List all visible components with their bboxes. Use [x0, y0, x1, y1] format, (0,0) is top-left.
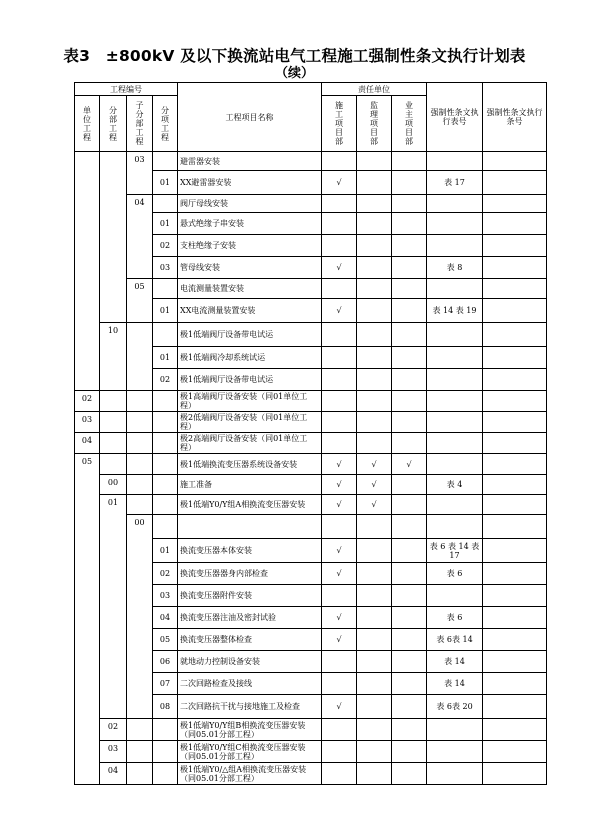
construct-mark [322, 152, 357, 171]
owner-mark [392, 629, 427, 651]
construct-mark [322, 323, 357, 347]
item-code: 06 [153, 651, 178, 673]
sub-code: 10 [100, 323, 127, 391]
clause-no [483, 195, 547, 213]
construct-mark: √ [322, 629, 357, 651]
construct-mark [322, 585, 357, 607]
clause-no [483, 369, 547, 391]
project-name: 换流变压器附件安装 [178, 585, 322, 607]
owner-mark [392, 235, 427, 257]
item-code [153, 195, 178, 213]
clause-no [483, 152, 547, 171]
item-code: 01 [153, 539, 178, 563]
owner-mark [392, 279, 427, 299]
table-row [75, 279, 547, 299]
item-code: 03 [153, 257, 178, 279]
project-name: 极1高端阀厅设备安装（同01单位工程） [178, 391, 322, 412]
table-no [427, 454, 483, 475]
owner-mark [392, 539, 427, 563]
construct-mark [322, 673, 357, 695]
construct-mark: √ [322, 539, 357, 563]
clause-no [483, 763, 547, 785]
sub-code [100, 391, 127, 412]
clause-no [483, 495, 547, 515]
clause-no [483, 412, 547, 433]
sub-code: 01 [100, 495, 127, 719]
owner-mark [392, 257, 427, 279]
project-name: 二次回路抗干扰与接地施工及检查 [178, 695, 322, 719]
item-code: 01 [153, 171, 178, 195]
project-name: 阀厅母线安装 [178, 195, 322, 213]
construct-mark: √ [322, 171, 357, 195]
item-code: 02 [153, 235, 178, 257]
clause-no [483, 279, 547, 299]
sub-code: 02 [100, 719, 127, 741]
subsub-code [127, 741, 153, 763]
clause-no [483, 563, 547, 585]
header-name: 工程项目名称 [178, 83, 322, 152]
owner-mark [392, 651, 427, 673]
owner-mark [392, 433, 427, 454]
table-no [427, 412, 483, 433]
table-no [427, 195, 483, 213]
owner-mark [392, 495, 427, 515]
owner-mark [392, 171, 427, 195]
clause-no [483, 607, 547, 629]
supervise-mark [357, 651, 392, 673]
header-construct: 施工项目部 [335, 101, 343, 146]
supervise-mark [357, 433, 392, 454]
project-name: 换流变压器整体检查 [178, 629, 322, 651]
item-code: 05 [153, 629, 178, 651]
construct-mark: √ [322, 299, 357, 323]
project-name: 极2低端阀厅设备安装（同01单位工程） [178, 412, 322, 433]
page-title: 表3 ±800kV 及以下换流站电气工程施工强制性条文执行计划表 [63, 47, 526, 65]
clause-no [483, 299, 547, 323]
supervise-mark [357, 369, 392, 391]
supervise-mark [357, 299, 392, 323]
project-name: 换流变压器器身内部检查 [178, 563, 322, 585]
supervise-mark [357, 195, 392, 213]
construct-mark [322, 741, 357, 763]
owner-mark: √ [392, 454, 427, 475]
construct-mark: √ [322, 454, 357, 475]
supervise-mark [357, 695, 392, 719]
project-name: 支柱绝缘子安装 [178, 235, 322, 257]
sub-code [100, 454, 127, 475]
project-name: 极1低端Y0/Y组C相换流变压器安装（同05.01分部工程） [178, 741, 322, 763]
table-row [75, 475, 547, 495]
owner-mark [392, 607, 427, 629]
item-code [153, 323, 178, 347]
clause-no [483, 741, 547, 763]
item-code [153, 495, 178, 515]
subsub-code [127, 495, 153, 515]
item-code [153, 152, 178, 171]
item-code [153, 279, 178, 299]
table-no: 表 6表 20 [427, 695, 483, 719]
table-row [75, 515, 547, 539]
item-code: 03 [153, 585, 178, 607]
unit-code: 02 [75, 391, 100, 412]
project-name: 二次回路检查及接线 [178, 673, 322, 695]
item-code: 04 [153, 607, 178, 629]
subsub-code [127, 475, 153, 495]
unit-code: 05 [75, 454, 100, 785]
item-code: 01 [153, 347, 178, 369]
item-code [153, 515, 178, 539]
table-no: 表 14 [427, 673, 483, 695]
item-code [153, 454, 178, 475]
supervise-mark: √ [357, 495, 392, 515]
project-name: 换流变压器本体安装 [178, 539, 322, 563]
construct-mark [322, 391, 357, 412]
project-name [178, 515, 322, 539]
construct-mark [322, 213, 357, 235]
header-subsub: 子分部工程 [135, 101, 144, 146]
owner-mark [392, 741, 427, 763]
supervise-mark [357, 235, 392, 257]
supervise-mark [357, 607, 392, 629]
subsub-code: 03 [127, 152, 153, 195]
subsub-code [127, 323, 153, 391]
table-no [427, 585, 483, 607]
table-no [427, 741, 483, 763]
project-name: 极1低端阀厅设备带电试运 [178, 323, 322, 347]
clause-no [483, 539, 547, 563]
clause-no [483, 257, 547, 279]
project-name: 施工准备 [178, 475, 322, 495]
sub-code: 04 [100, 763, 127, 785]
project-name: 就地动力控制设备安装 [178, 651, 322, 673]
construct-mark [322, 412, 357, 433]
project-name: 极1低端Y0/Y组A相换流变压器安装 [178, 495, 322, 515]
supervise-mark: √ [357, 475, 392, 495]
owner-mark [392, 695, 427, 719]
project-name: XX电流测量装置安装 [178, 299, 322, 323]
construct-mark: √ [322, 475, 357, 495]
sub-code [100, 433, 127, 454]
table-no [427, 369, 483, 391]
owner-mark [392, 719, 427, 741]
subsub-code [127, 412, 153, 433]
sub-code: 03 [100, 741, 127, 763]
table-no [427, 235, 483, 257]
table-row [75, 495, 547, 515]
table-no: 表 8 [427, 257, 483, 279]
project-name: 极1低端换流变压器系统设备安装 [178, 454, 322, 475]
table-no: 表 6 表 14 表 17 [427, 539, 483, 563]
subsub-code: 00 [127, 515, 153, 719]
project-name: 极2高端阀厅设备安装（同01单位工程） [178, 433, 322, 454]
sub-code: 00 [100, 475, 127, 495]
construct-mark: √ [322, 257, 357, 279]
table-row [75, 454, 547, 475]
owner-mark [392, 195, 427, 213]
owner-mark [392, 369, 427, 391]
table-row [75, 412, 547, 433]
project-name: 悬式绝缘子串安装 [178, 213, 322, 235]
table-no [427, 515, 483, 539]
construct-mark [322, 195, 357, 213]
supervise-mark [357, 412, 392, 433]
supervise-mark [357, 563, 392, 585]
item-code [153, 719, 178, 741]
owner-mark [392, 347, 427, 369]
plan-table [74, 82, 547, 785]
clause-no [483, 515, 547, 539]
clause-no [483, 433, 547, 454]
supervise-mark [357, 391, 392, 412]
supervise-mark [357, 213, 392, 235]
owner-mark [392, 391, 427, 412]
supervise-mark [357, 152, 392, 171]
project-name: 极1低端阀冷却系统试运 [178, 347, 322, 369]
table-row [75, 719, 547, 741]
supervise-mark [357, 323, 392, 347]
clause-no [483, 454, 547, 475]
header-responsible: 责任单位 [322, 83, 427, 96]
construct-mark [322, 347, 357, 369]
owner-mark [392, 152, 427, 171]
construct-mark: √ [322, 607, 357, 629]
construct-mark: √ [322, 563, 357, 585]
clause-no [483, 629, 547, 651]
table-no: 表 6表 14 [427, 629, 483, 651]
table-no: 表 6 [427, 607, 483, 629]
table-no [427, 495, 483, 515]
clause-no [483, 213, 547, 235]
supervise-mark [357, 719, 392, 741]
supervise-mark [357, 171, 392, 195]
project-name: 管母线安装 [178, 257, 322, 279]
subsub-code [127, 391, 153, 412]
clause-no [483, 323, 547, 347]
table-no [427, 279, 483, 299]
owner-mark [392, 563, 427, 585]
table-no [427, 433, 483, 454]
item-code: 08 [153, 695, 178, 719]
construct-mark: √ [322, 495, 357, 515]
unit-code: 04 [75, 433, 100, 454]
header-supervise: 监理项目部 [370, 101, 378, 146]
owner-mark [392, 673, 427, 695]
item-code: 01 [153, 299, 178, 323]
clause-no [483, 651, 547, 673]
table-no: 表 14 表 19 [427, 299, 483, 323]
construct-mark [322, 279, 357, 299]
page-subtitle: （续） [274, 66, 314, 81]
item-code [153, 412, 178, 433]
item-code [153, 433, 178, 454]
clause-no [483, 695, 547, 719]
header-clause-no: 强制性条文执行条号 [483, 83, 547, 152]
header-item: 分项工程 [161, 105, 169, 142]
clause-no [483, 171, 547, 195]
header-unit: 单位工程 [83, 105, 91, 142]
project-name: 极1低端阀厅设备带电试运 [178, 369, 322, 391]
table-no [427, 391, 483, 412]
table-no: 表 17 [427, 171, 483, 195]
clause-no [483, 235, 547, 257]
item-code: 02 [153, 563, 178, 585]
project-name: 换流变压器注油及密封试验 [178, 607, 322, 629]
table-no [427, 323, 483, 347]
construct-mark: √ [322, 695, 357, 719]
clause-no [483, 347, 547, 369]
construct-mark [322, 235, 357, 257]
table-no: 表 14 [427, 651, 483, 673]
supervise-mark: √ [357, 454, 392, 475]
table-no: 表 6 [427, 563, 483, 585]
sub-code [100, 152, 127, 323]
supervise-mark [357, 673, 392, 695]
table-body [75, 152, 547, 785]
table-row [75, 763, 547, 785]
table-row [75, 152, 547, 171]
owner-mark [392, 585, 427, 607]
owner-mark [392, 213, 427, 235]
construct-mark [322, 433, 357, 454]
project-name: XX避雷器安装 [178, 171, 322, 195]
construct-mark [322, 719, 357, 741]
owner-mark [392, 299, 427, 323]
header-table-no: 强制性条文执行表号 [427, 83, 483, 152]
table-no [427, 152, 483, 171]
construct-mark [322, 515, 357, 539]
item-code [153, 391, 178, 412]
clause-no [483, 673, 547, 695]
owner-mark [392, 475, 427, 495]
owner-mark [392, 763, 427, 785]
project-name: 极1低端Y0/Y组B相换流变压器安装（同05.01分部工程） [178, 719, 322, 741]
header-sub: 分部工程 [109, 105, 117, 142]
owner-mark [392, 515, 427, 539]
table-no [427, 213, 483, 235]
subsub-code [127, 719, 153, 741]
header-project-code: 工程编号 [75, 83, 178, 96]
owner-mark [392, 323, 427, 347]
clause-no [483, 475, 547, 495]
table-row [75, 433, 547, 454]
supervise-mark [357, 347, 392, 369]
supervise-mark [357, 515, 392, 539]
clause-no [483, 585, 547, 607]
clause-no [483, 719, 547, 741]
header-owner: 业主项目部 [405, 101, 413, 146]
owner-mark [392, 412, 427, 433]
sub-code [100, 412, 127, 433]
subsub-code [127, 454, 153, 475]
table-no: 表 4 [427, 475, 483, 495]
item-code [153, 763, 178, 785]
item-code [153, 475, 178, 495]
supervise-mark [357, 279, 392, 299]
construct-mark [322, 369, 357, 391]
supervise-mark [357, 629, 392, 651]
unit-code [75, 152, 100, 391]
supervise-mark [357, 257, 392, 279]
unit-code: 03 [75, 412, 100, 433]
construct-mark [322, 651, 357, 673]
table-row [75, 741, 547, 763]
table-row [75, 323, 547, 347]
project-name: 极1低端Y0/△组A相换流变压器安装（同05.01分部工程） [178, 763, 322, 785]
item-code: 02 [153, 369, 178, 391]
construct-mark [322, 763, 357, 785]
table-row [75, 195, 547, 213]
table-no [427, 347, 483, 369]
clause-no [483, 391, 547, 412]
subsub-code: 05 [127, 279, 153, 323]
subsub-code: 04 [127, 195, 153, 279]
project-name: 避雷器安装 [178, 152, 322, 171]
table-no [427, 763, 483, 785]
project-name: 电流测量装置安装 [178, 279, 322, 299]
supervise-mark [357, 585, 392, 607]
supervise-mark [357, 539, 392, 563]
item-code [153, 741, 178, 763]
item-code: 01 [153, 213, 178, 235]
subsub-code [127, 433, 153, 454]
item-code: 07 [153, 673, 178, 695]
supervise-mark [357, 763, 392, 785]
table-row [75, 391, 547, 412]
supervise-mark [357, 741, 392, 763]
table-no [427, 719, 483, 741]
subsub-code [127, 763, 153, 785]
